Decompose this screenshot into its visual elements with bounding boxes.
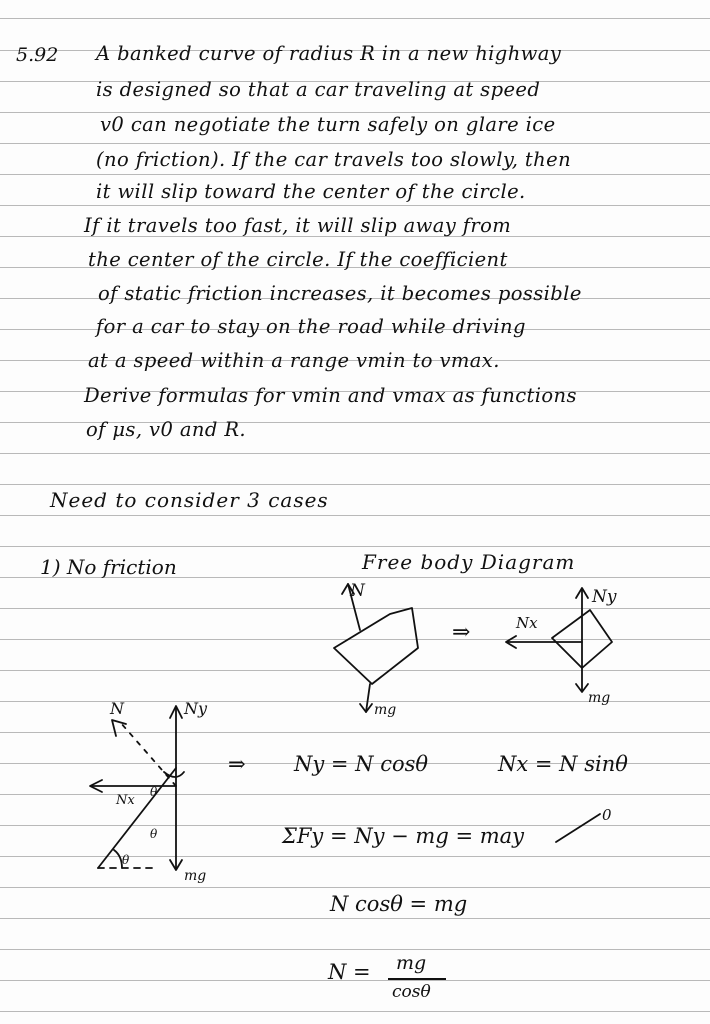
force-triangle-diagram xyxy=(80,698,230,888)
fbd-block-shape xyxy=(334,608,418,684)
eq-ay-zero: 0 xyxy=(602,806,612,824)
triangle-label-ny: Ny xyxy=(184,699,208,718)
solution-intro: Need to consider 3 cases xyxy=(50,488,329,512)
case1-title: 1) No friction xyxy=(40,555,177,579)
fbd-component-diagram xyxy=(500,580,650,720)
eq-n-lhs: N = xyxy=(328,960,371,984)
fbd-title: Free body Diagram xyxy=(362,550,576,574)
eq-n-numerator: mg xyxy=(396,952,427,974)
fbd-block-diagram xyxy=(320,580,440,720)
eq-sum-fy: ΣFy = Ny − mg = may xyxy=(282,824,525,848)
problem-line-11: Derive formulas for vmin and vmax as functions xyxy=(84,384,577,407)
fbd-label-mg-2: mg xyxy=(588,690,611,706)
fbd-implies-arrow: ⇒ xyxy=(452,620,471,645)
problem-line-9: for a car to stay on the road while driving xyxy=(96,315,526,338)
eq-may-strike xyxy=(556,814,600,842)
eq-n-cos: N cosθ = mg xyxy=(330,892,468,916)
fbd-label-nx: Nx xyxy=(516,614,538,632)
fbd-label-ny: Ny xyxy=(592,587,617,607)
fbd-label-n: N xyxy=(350,581,365,601)
eq-ny: Ny = N cosθ xyxy=(294,752,429,776)
triangle-n-dashed xyxy=(120,722,176,786)
triangle-label-nx: Nx xyxy=(116,793,135,808)
triangle-label-n: N xyxy=(110,699,124,718)
problem-line-12: of μs, v0 and R. xyxy=(86,418,247,441)
triangle-angle-mid: θ xyxy=(150,827,158,841)
triangle-label-mg: mg xyxy=(184,868,207,884)
problem-line-3: v0 can negotiate the turn safely on glare ice xyxy=(100,113,556,136)
problem-line-6: If it travels too fast, it will slip away from xyxy=(84,214,512,237)
problem-number: 5.92 xyxy=(16,44,59,66)
fbd-label-mg: mg xyxy=(374,702,397,718)
problem-line-4: (no friction). If the car travels too slowly, then xyxy=(96,148,572,171)
triangle-hypotenuse xyxy=(98,768,176,868)
eq-n-denominator: cosθ xyxy=(392,982,431,1002)
eq-implies-arrow: ⇒ xyxy=(228,752,246,776)
problem-line-5: it will slip toward the center of the circle. xyxy=(96,180,526,203)
triangle-n-arrowhead xyxy=(112,720,126,736)
eq-nx: Nx = N sinθ xyxy=(498,752,628,776)
problem-line-1: A banked curve of radius R in a new highway xyxy=(96,42,562,65)
problem-line-7: the center of the circle. If the coefficient xyxy=(88,248,508,271)
eq-may-cancel xyxy=(556,804,616,844)
triangle-angle-top: θ xyxy=(150,785,158,799)
eq-fraction-bar xyxy=(388,978,446,980)
problem-line-10: at a speed within a range vmin to vmax. xyxy=(88,349,500,372)
problem-line-2: is designed so that a car traveling at speed xyxy=(96,78,541,101)
problem-line-8: of static friction increases, it becomes possible xyxy=(98,282,582,305)
triangle-angle-base: θ xyxy=(122,853,130,867)
triangle-base-angle-arc xyxy=(114,850,122,868)
